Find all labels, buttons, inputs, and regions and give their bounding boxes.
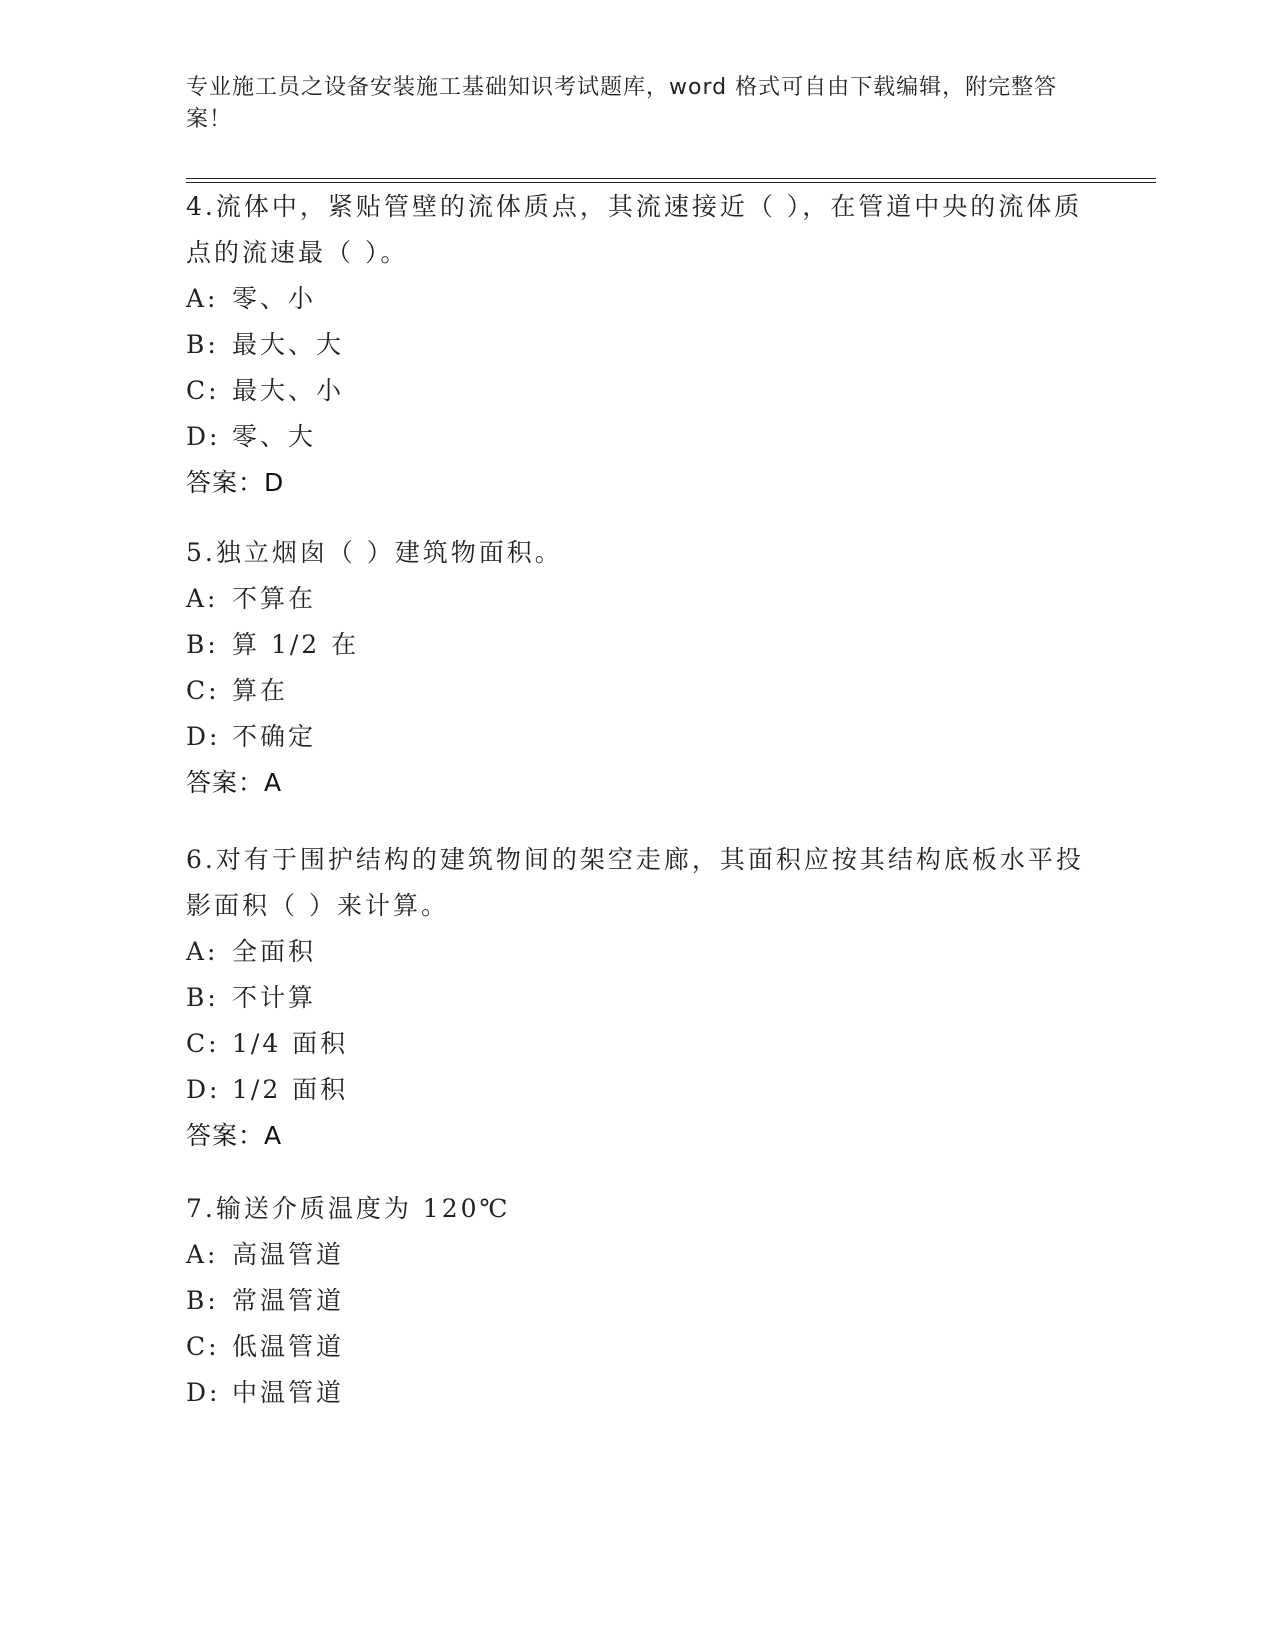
option-key: A: — [186, 937, 219, 966]
option-a — [186, 929, 1086, 975]
option-text: 算 1/2 在 — [232, 630, 360, 659]
question-7 — [186, 1186, 1086, 1416]
option-key: A: — [186, 1240, 219, 1269]
option-key: C: — [186, 376, 220, 405]
option-key: C: — [186, 676, 220, 705]
option-text: 1/4 面积 — [232, 1029, 349, 1058]
answer-line: 答案：A — [186, 768, 283, 797]
option-a — [186, 1232, 1086, 1278]
option-key: B: — [186, 983, 219, 1012]
option-text: 1/2 面积 — [232, 1075, 349, 1104]
option-d — [186, 1370, 1086, 1416]
option-c — [186, 368, 1086, 414]
option-b — [186, 322, 1086, 368]
option-key: A: — [186, 284, 219, 313]
option-text: 算在 — [232, 676, 289, 705]
option-key: D: — [186, 1075, 221, 1104]
option-text: 全面积 — [232, 937, 317, 966]
question-4 — [186, 184, 1086, 506]
option-text: 高温管道 — [232, 1240, 345, 1269]
question-stem: 4.流体中，紧贴管壁的流体质点，其流速接近（ ），在管道中央的流体质点的流速最（ ）。 — [186, 192, 1083, 267]
option-text: 最大、大 — [232, 330, 345, 359]
option-a — [186, 576, 1086, 622]
option-key: B: — [186, 630, 219, 659]
header-divider — [186, 178, 1156, 183]
question-stem: 5.独立烟囱（ ）建筑物面积。 — [186, 538, 563, 567]
option-text: 零、大 — [232, 422, 317, 451]
option-key: D: — [186, 1378, 221, 1407]
option-key: D: — [186, 422, 221, 451]
option-key: C: — [186, 1029, 220, 1058]
option-text: 常温管道 — [232, 1286, 345, 1315]
option-a — [186, 276, 1086, 322]
option-key: D: — [186, 722, 221, 751]
document-header: 专业施工员之设备安装施工基础知识考试题库，word 格式可自由下载编辑，附完整答案！ — [186, 75, 1058, 132]
option-text: 不计算 — [232, 983, 317, 1012]
option-d — [186, 714, 1086, 760]
option-d — [186, 1067, 1086, 1113]
option-b — [186, 1278, 1086, 1324]
question-6 — [186, 837, 1086, 1159]
option-text: 不确定 — [232, 722, 317, 751]
option-key: B: — [186, 330, 219, 359]
option-text: 中温管道 — [232, 1378, 345, 1407]
option-c — [186, 1324, 1086, 1370]
option-c — [186, 1021, 1086, 1067]
question-5 — [186, 530, 1086, 806]
option-text: 最大、小 — [232, 376, 345, 405]
question-stem: 6.对有于围护结构的建筑物间的架空走廊，其面积应按其结构底板水平投影面积（ ）来计算。 — [186, 845, 1084, 920]
question-stem: 7.输送介质温度为 120℃ — [186, 1194, 511, 1223]
option-d — [186, 414, 1086, 460]
option-key: C: — [186, 1332, 220, 1361]
option-c — [186, 668, 1086, 714]
option-key: A: — [186, 584, 219, 613]
option-b — [186, 975, 1086, 1021]
option-text: 不算在 — [232, 584, 317, 613]
option-key: B: — [186, 1286, 219, 1315]
option-b — [186, 622, 1086, 668]
option-text: 零、小 — [232, 284, 317, 313]
answer-line: 答案：A — [186, 1121, 283, 1150]
option-text: 低温管道 — [232, 1332, 345, 1361]
answer-line: 答案：D — [186, 468, 285, 497]
